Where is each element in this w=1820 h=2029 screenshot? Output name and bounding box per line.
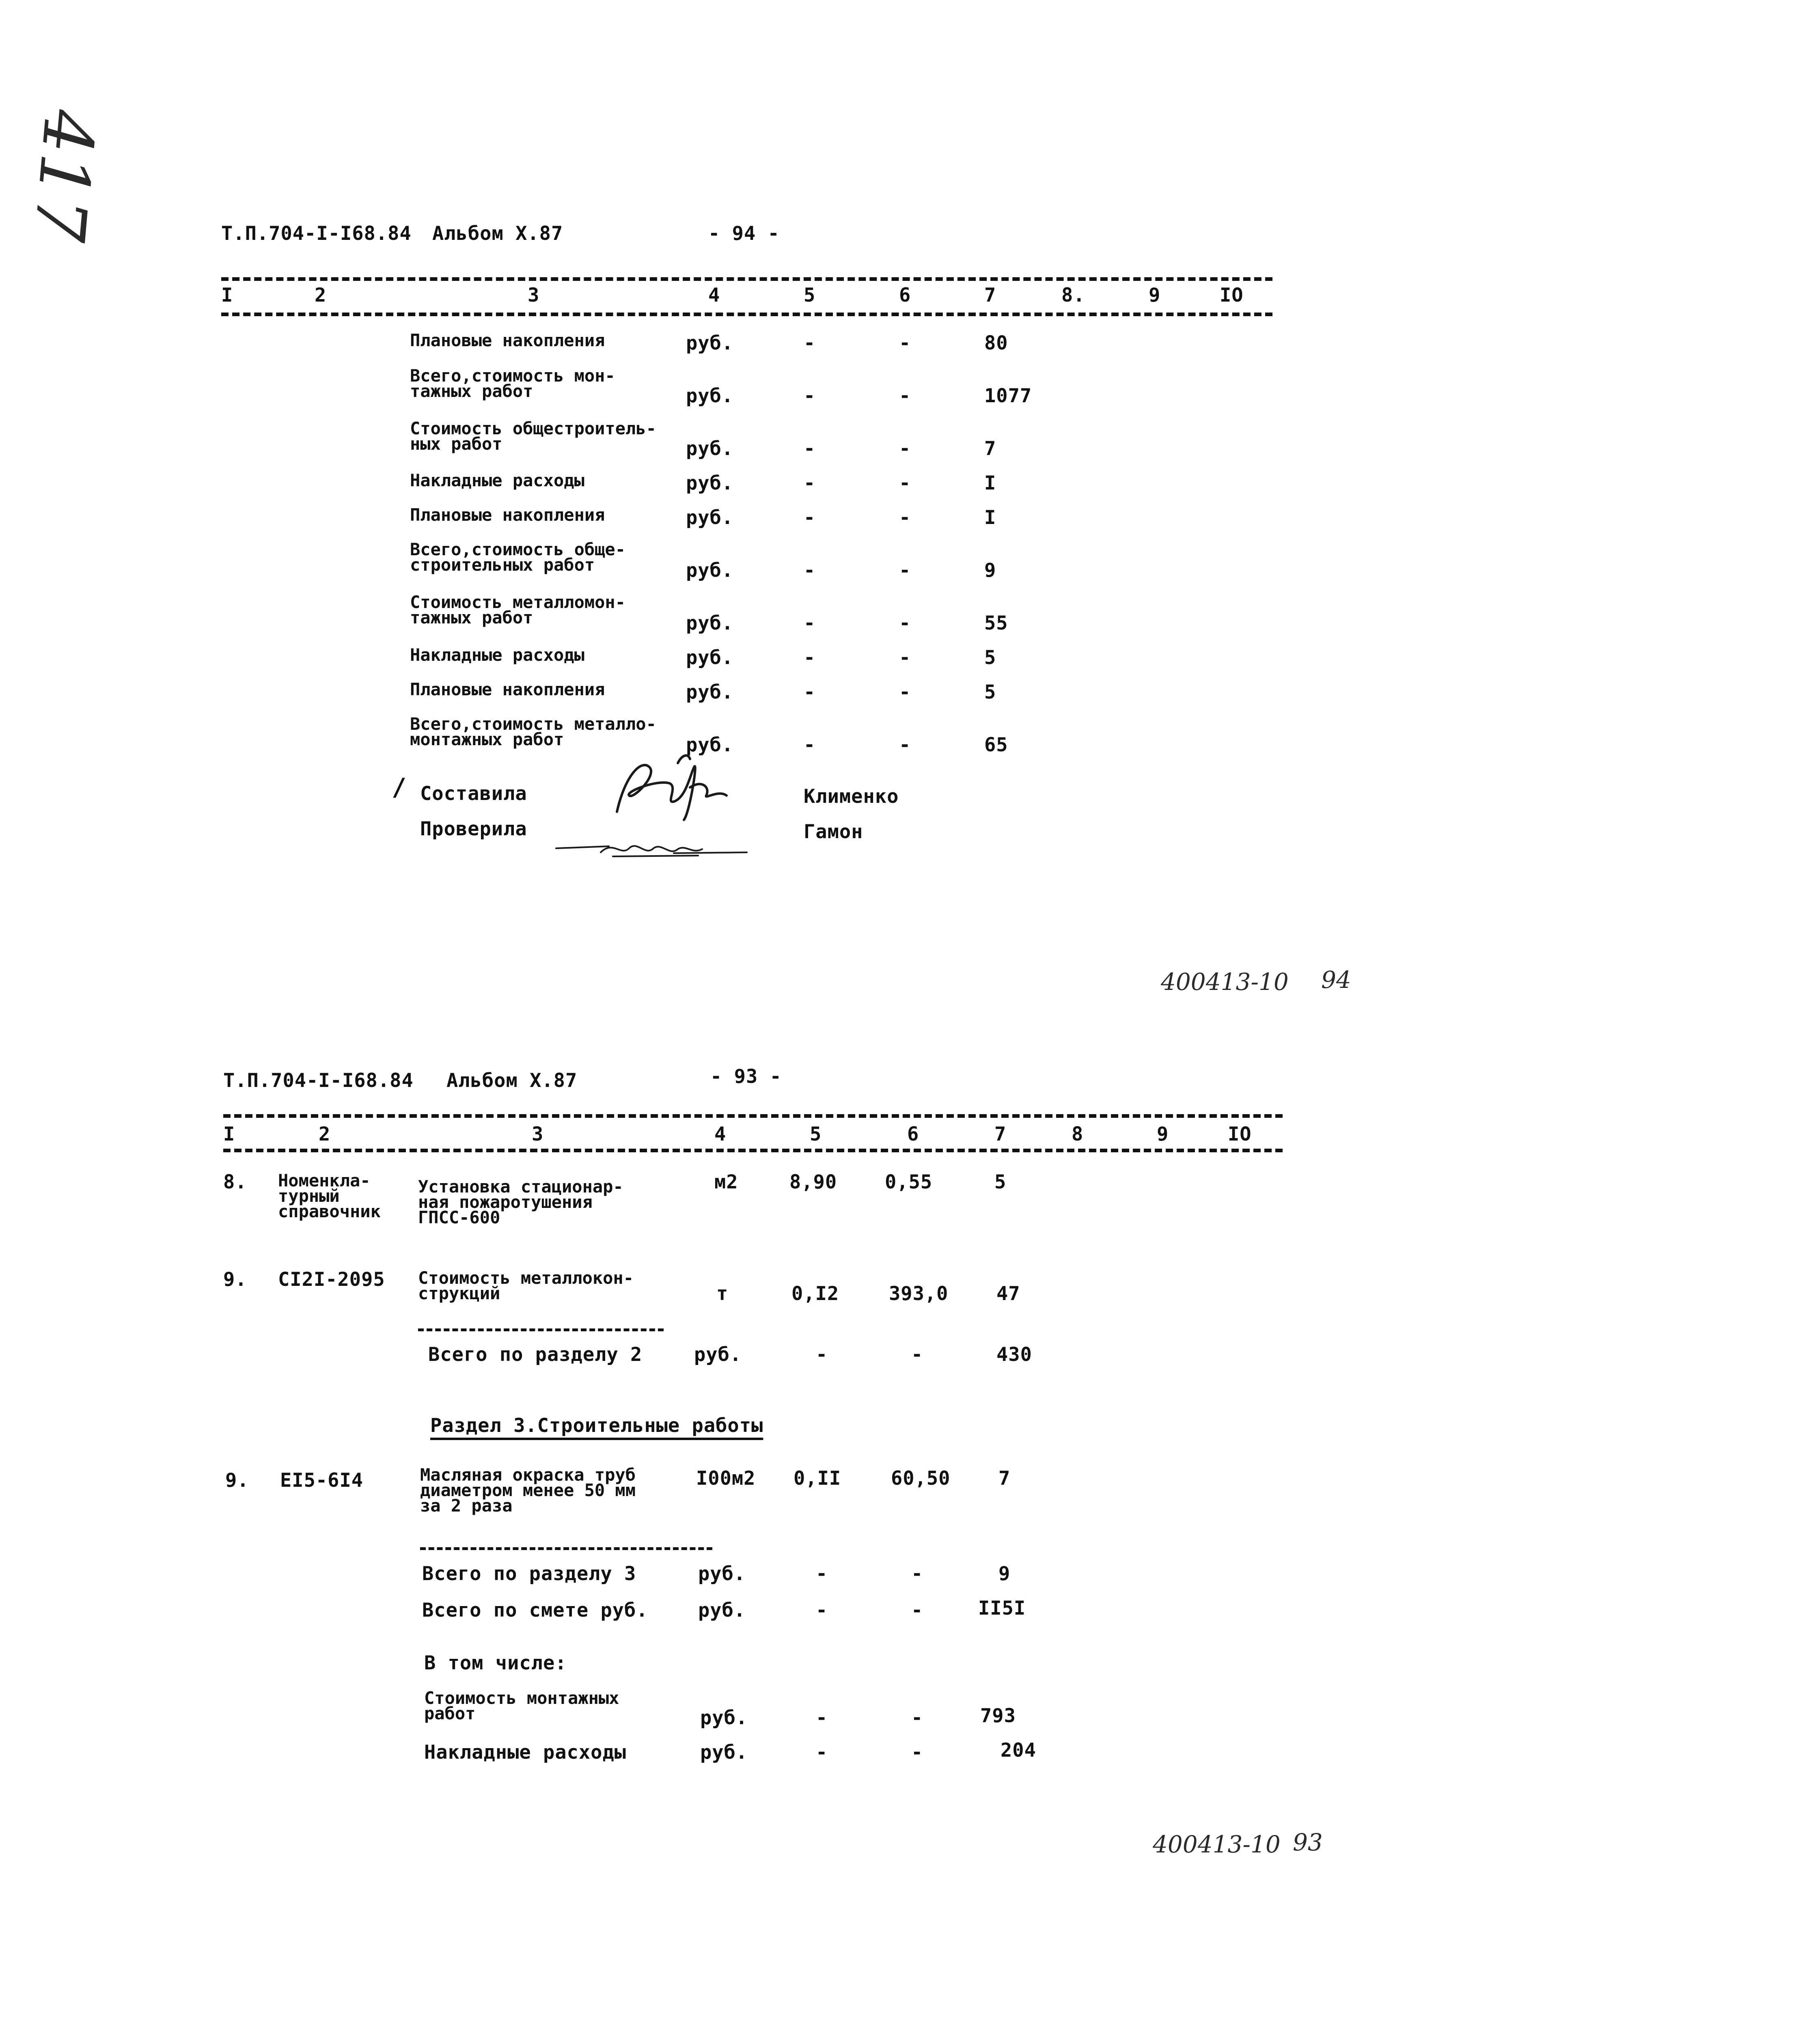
row-col5: -: [804, 681, 816, 703]
row-name: Накладные расходы: [410, 645, 584, 665]
total-unit: руб.: [698, 1599, 746, 1621]
checked-by-name: Гамон: [804, 821, 863, 843]
row-unit: руб.: [686, 507, 734, 529]
row-col6: -: [899, 647, 911, 669]
row-col7: 9: [984, 559, 996, 582]
item-code: CI2I-2095: [278, 1268, 385, 1291]
total-label: Всего по смете руб.: [422, 1599, 648, 1621]
lower-col-6: 6: [907, 1123, 919, 1145]
row-col7: 1077: [984, 385, 1032, 407]
upper-col-8: 8.: [1061, 284, 1085, 306]
row-col5: -: [804, 612, 816, 634]
upper-col-9: 9: [1149, 284, 1161, 306]
item-name: Установка стационар- ная пожаротушения ГПСС-600: [418, 1177, 623, 1227]
row-col7: I: [984, 472, 996, 494]
row-unit: руб.: [686, 734, 734, 756]
lower-col-1: I: [223, 1123, 235, 1145]
row-col5: -: [804, 559, 816, 582]
handwritten-signature-2: [552, 824, 755, 873]
row-col7: 793: [980, 1705, 1016, 1727]
total-col6: -: [911, 1343, 923, 1366]
item-number: 9.: [223, 1268, 247, 1291]
row-col6: -: [899, 612, 911, 634]
row-name: Стоимость общестроитель- ных работ: [410, 418, 656, 454]
row-col5: -: [804, 385, 816, 407]
row-col5: -: [804, 472, 816, 494]
item-col5: 8,90: [789, 1171, 837, 1193]
item-unit: т: [716, 1283, 729, 1305]
item-col7: 5: [994, 1171, 1007, 1193]
row-unit: руб.: [686, 438, 734, 460]
lower-col-2: 2: [319, 1123, 331, 1145]
row-col5: -: [816, 1707, 828, 1729]
item-unit: м2: [714, 1171, 738, 1193]
row-col5: -: [816, 1741, 828, 1764]
row-unit: руб.: [700, 1741, 748, 1764]
row-col7: 65: [984, 734, 1008, 756]
row-unit: руб.: [700, 1707, 748, 1729]
upper-doc-code: Т.П.704-I-I68.84: [221, 222, 412, 245]
including-label: В том числе:: [424, 1652, 567, 1674]
item-number: 8.: [223, 1171, 247, 1193]
row-col6: -: [899, 734, 911, 756]
row-col7: 7: [984, 438, 996, 460]
total-col6: -: [911, 1599, 923, 1621]
row-name: Плановые накопления: [410, 505, 605, 525]
row-col5: -: [804, 647, 816, 669]
lower-page-number: - 93 -: [710, 1065, 782, 1088]
item-col5: 0,II: [794, 1467, 841, 1490]
total-col7: II5I: [978, 1597, 1026, 1619]
margin-handwritten-note: 417: [18, 106, 110, 245]
upper-col-7: 7: [984, 284, 996, 306]
row-col6: -: [899, 681, 911, 703]
row-name: Всего,стоимость мон- тажных работ: [410, 366, 615, 401]
row-col7: 204: [1001, 1739, 1036, 1762]
row-unit: руб.: [686, 472, 734, 494]
row-col6: -: [899, 438, 911, 460]
row-col6: -: [911, 1707, 923, 1729]
total-unit: руб.: [694, 1343, 742, 1366]
upper-archive-stamp: 400413-10: [1161, 968, 1289, 996]
item-number: 9.: [225, 1469, 249, 1492]
row-name: Всего,стоимость металло- монтажных работ: [410, 714, 656, 749]
row-name: Стоимость металломон- тажных работ: [410, 592, 626, 627]
row-unit: руб.: [686, 647, 734, 669]
total-col7: 430: [996, 1343, 1032, 1366]
row-unit: руб.: [686, 559, 734, 582]
upper-col-5: 5: [804, 284, 816, 306]
row-col5: -: [804, 507, 816, 529]
row-unit: руб.: [686, 612, 734, 634]
item-col7: 7: [998, 1467, 1011, 1490]
lower-col-5: 5: [810, 1123, 822, 1145]
row-name: Плановые накопления: [410, 679, 605, 699]
lower-col-10: IO: [1228, 1123, 1252, 1145]
item-col6: 393,0: [889, 1283, 949, 1305]
total-label: Всего по разделу 3: [422, 1563, 636, 1585]
signature-mark: /: [392, 773, 407, 802]
row-col6: -: [899, 507, 911, 529]
total-col5: -: [816, 1599, 828, 1621]
row-col7: I: [984, 507, 996, 529]
lower-archive-page: 93: [1293, 1828, 1323, 1856]
lower-header-bottom-rule: [223, 1149, 1283, 1152]
lower-doc-code: Т.П.704-I-I68.84: [223, 1069, 414, 1092]
row-col5: -: [804, 438, 816, 460]
item-code: Номенкла- турный справочник: [278, 1171, 381, 1221]
row-col6: -: [899, 559, 911, 582]
lower-archive-stamp: 400413-10: [1153, 1831, 1281, 1858]
lower-album: Альбом X.87: [446, 1069, 578, 1092]
item-name: Масляная окраска труб диаметром менее 50 мм за 2 раза: [420, 1465, 636, 1516]
compiled-by-label: Составила: [420, 783, 527, 805]
row-name: Накладные расходы: [410, 470, 584, 490]
row-col7: 55: [984, 612, 1008, 634]
row-name: Стоимость монтажных работ: [424, 1688, 619, 1723]
lower-col-9: 9: [1157, 1123, 1169, 1145]
row-name: Всего,стоимость обще- строительных работ: [410, 539, 626, 575]
total-unit: руб.: [698, 1563, 746, 1585]
lower-header-top-rule: [223, 1114, 1283, 1118]
row-col6: -: [899, 385, 911, 407]
lower-col-4: 4: [714, 1123, 727, 1145]
compiled-by-name: Клименко: [804, 785, 899, 808]
section3-title: Раздел 3.Строительные работы: [430, 1414, 763, 1437]
total-col7: 9: [998, 1563, 1011, 1585]
subtotal3-rule: [420, 1547, 712, 1550]
item-name: Стоимость металлокон- струкций: [418, 1268, 634, 1303]
row-unit: руб.: [686, 332, 734, 354]
row-col7: 80: [984, 332, 1008, 354]
row-col6: -: [911, 1741, 923, 1764]
row-name: Накладные расходы: [424, 1741, 627, 1764]
upper-col-2: 2: [315, 284, 327, 306]
lower-col-3: 3: [532, 1123, 544, 1145]
row-col6: -: [899, 332, 911, 354]
row-col7: 5: [984, 681, 996, 703]
lower-col-8: 8: [1072, 1123, 1084, 1145]
row-col7: 5: [984, 647, 996, 669]
item-col7: 47: [996, 1283, 1020, 1305]
handwritten-signature-1: [609, 751, 739, 828]
item-col6: 60,50: [891, 1467, 951, 1490]
upper-col-6: 6: [899, 284, 911, 306]
upper-album: Альбом X.87: [432, 222, 563, 245]
item-col5: 0,I2: [791, 1283, 839, 1305]
total-label: Всего по разделу 2: [428, 1343, 643, 1366]
item-code: EI5-6I4: [280, 1469, 364, 1492]
row-unit: руб.: [686, 681, 734, 703]
lower-col-7: 7: [994, 1123, 1007, 1145]
item-unit: I00м2: [696, 1467, 756, 1490]
upper-col-10: IO: [1220, 284, 1244, 306]
upper-archive-page: 94: [1321, 966, 1351, 994]
item-col6: 0,55: [885, 1171, 933, 1193]
row-col5: -: [804, 332, 816, 354]
upper-col-1: I: [221, 284, 233, 306]
subtotal2-rule: [418, 1328, 664, 1331]
upper-page-number: - 94 -: [708, 222, 780, 245]
row-col5: -: [804, 734, 816, 756]
total-col5: -: [816, 1563, 828, 1585]
row-col6: -: [899, 472, 911, 494]
row-unit: руб.: [686, 385, 734, 407]
total-col5: -: [816, 1343, 828, 1366]
upper-header-top-rule: [221, 277, 1272, 281]
row-name: Плановые накопления: [410, 330, 605, 350]
upper-col-3: 3: [528, 284, 540, 306]
upper-header-bottom-rule: [221, 313, 1272, 316]
upper-col-4: 4: [708, 284, 720, 306]
checked-by-label: Проверила: [420, 818, 527, 840]
total-col6: -: [911, 1563, 923, 1585]
